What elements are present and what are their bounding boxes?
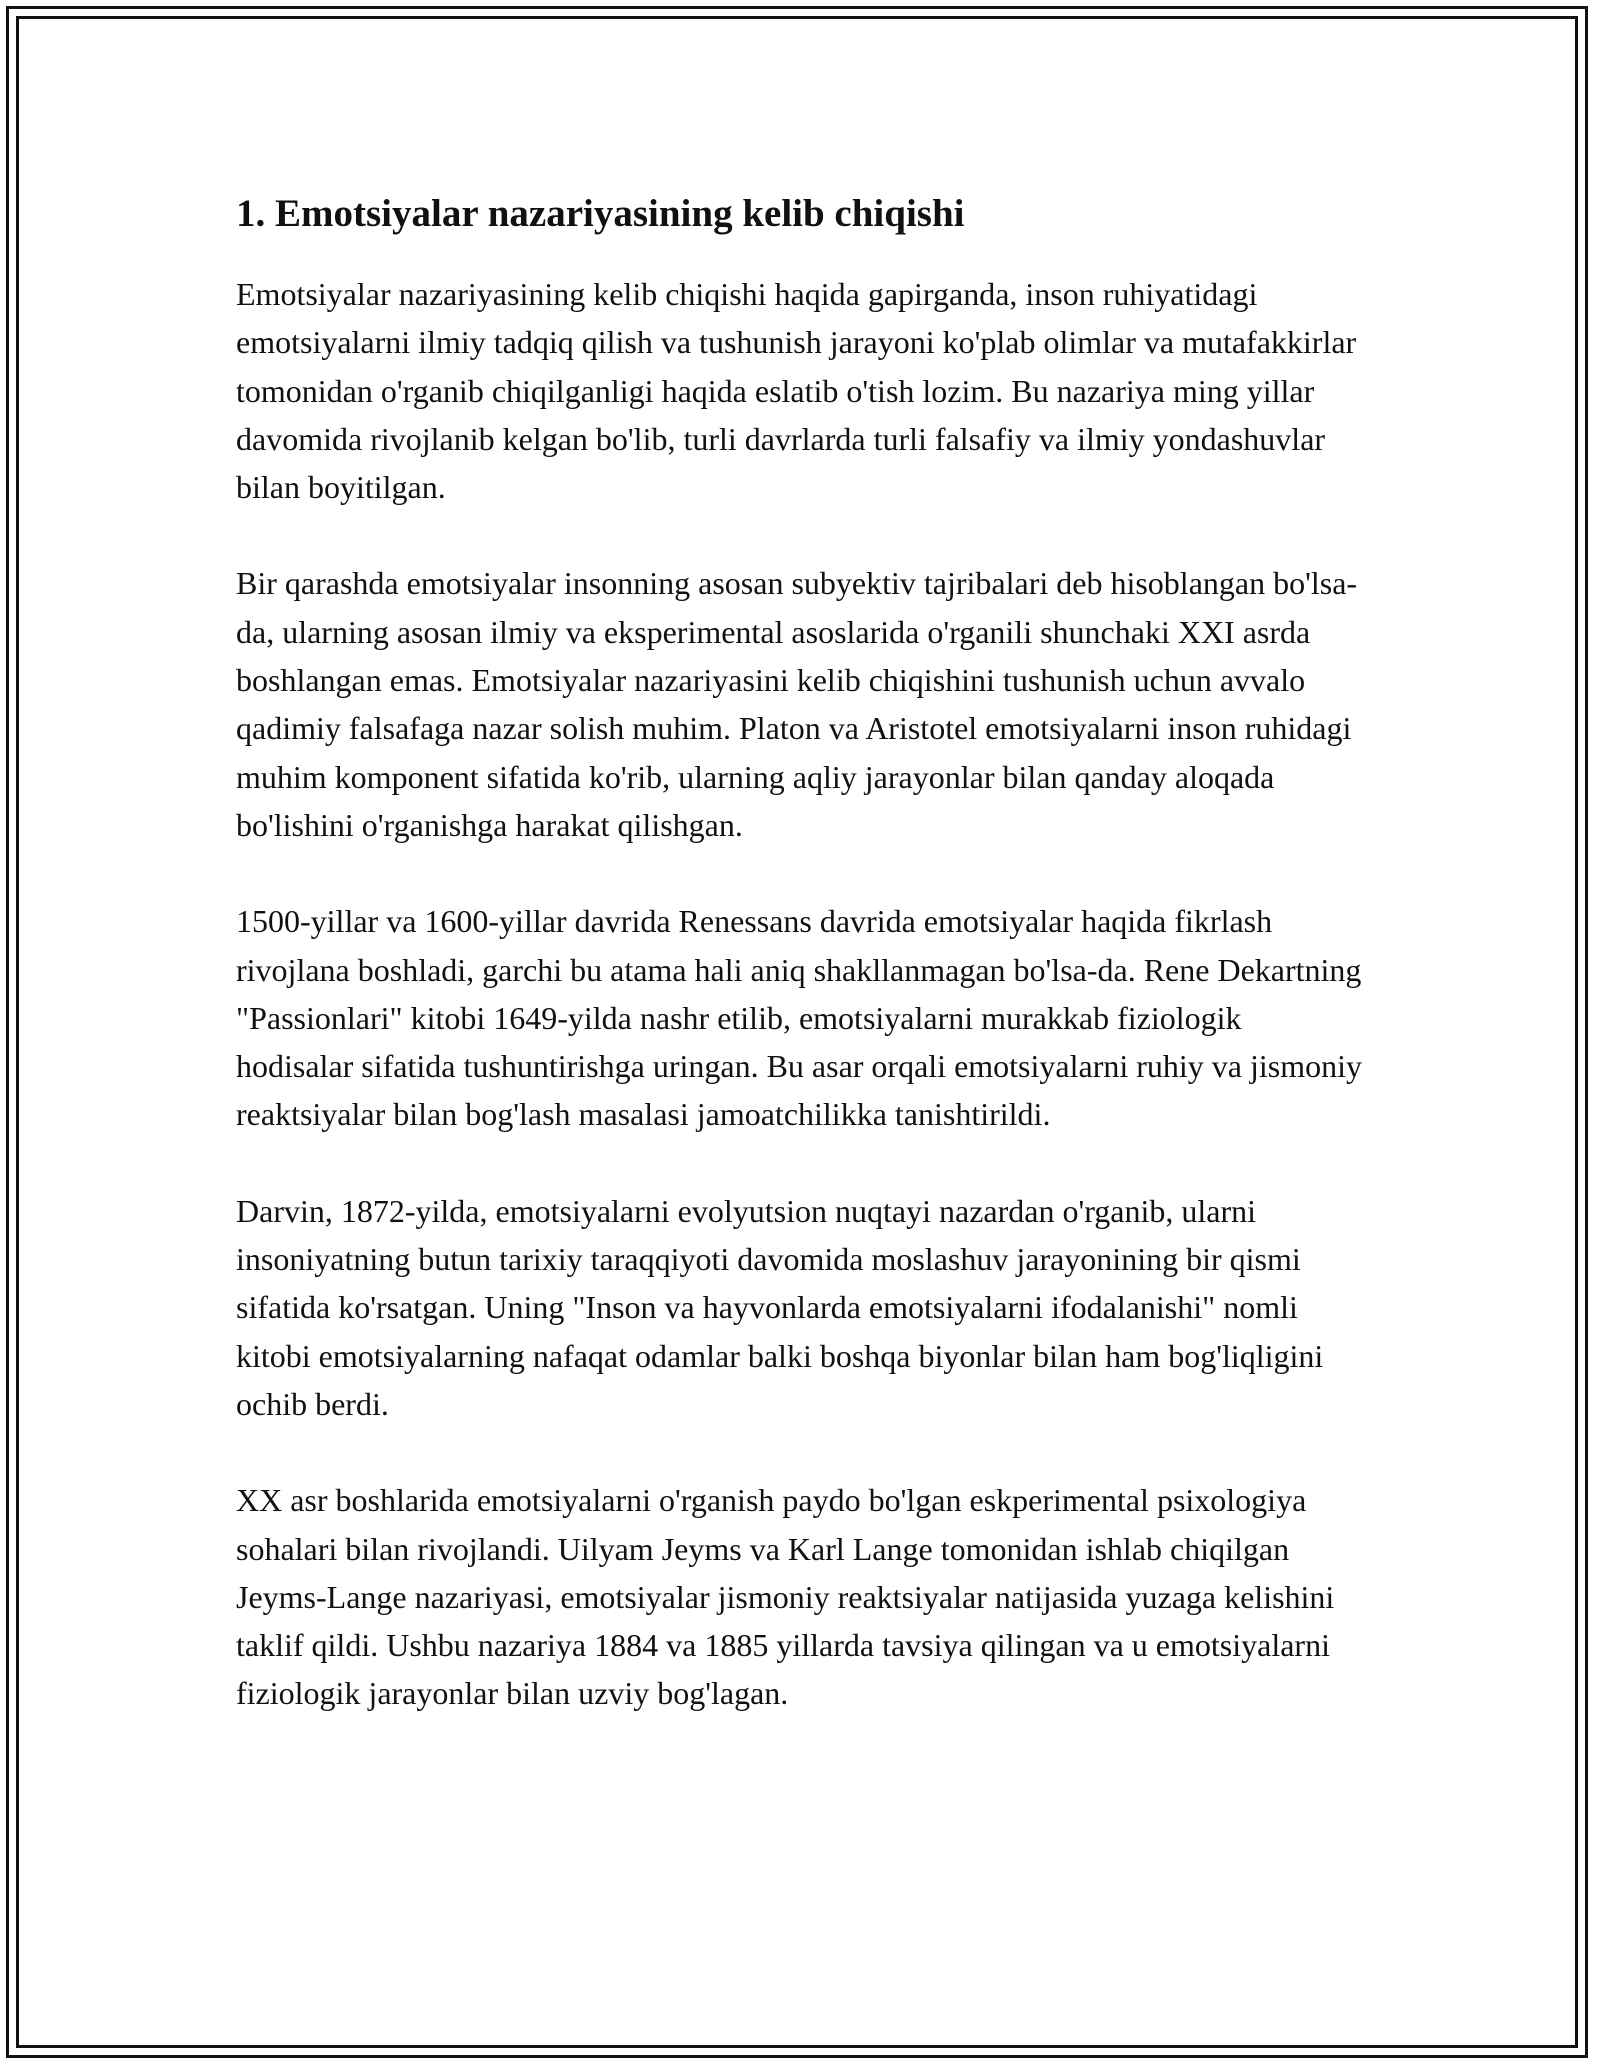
paragraph-1: Emotsiyalar nazariyasining kelib chiqishi haqida gapirganda, inson ruhiyatidagi emotsiyalarni ilmiy tadqiq qilish va tushunish jarayoni ko'plab olimlar va mutafakkirlar tomonidan o'rganib chiqilganligi haqida eslatib o'tish lozim. Bu nazariya ming yillar davomida rivojlanib kelgan bo'lib, turli davrlarda turli falsafiy va ilmiy yondashuvlar bilan boyitilgan. — [236, 276, 1357, 506]
paragraph-2: Bir qarashda emotsiyalar insonning asosan subyektiv tajribalari deb hisoblangan bo'lsa-da, ularning asosan ilmiy va eksperimental asoslarida o'rganili shunchaki XXI asrda boshlangan emas. Emotsiyalar nazariyasini kelib chiqishini tushunish uchun avvalo qadimiy falsafaga nazar solish muhim. Platon va Aristotel emotsiyalarni inson ruhidagi muhim komponent sifatida ko'rib, ularning aqliy jarayonlar bilan qanday aloqada bo'lishini o'rganishga harakat qilishgan. — [236, 565, 1358, 843]
paragraph-5: XX asr boshlarida emotsiyalarni o'rganish paydo bo'lgan eskperimental psixologiya sohalari bilan rivojlandi. Uilyam Jeyms va Karl Lange tomonidan ishlab chiqilgan Jeyms-Lange nazariyasi, emotsiyalar jismoniy reaktsiyalar natijasida yuzaga kelishini taklif qildi. Ushbu nazariya 1884 va 1885 yillarda tavsiya qilingan va u emotsiyalarni fiziologik jarayonlar bilan uzviy bog'lagan. — [236, 1482, 1335, 1712]
paragraph-4: Darvin, 1872-yilda, emotsiyalarni evolyutsion nuqtayi nazardan o'rganib, ularni insoniyatning butun tarixiy taraqqiyoti davomida moslashuv jarayonining bir qismi sifatida ko'rsatgan. Uning "Inson va hayvonlarda emotsiyalarni ifodalanishi" nomli kitobi emotsiyalarning nafaqat odamlar balki boshqa biyonlar bilan ham bog'liqligini ochib berdi. — [236, 1192, 1324, 1422]
document-title: 1. Emotsiyalar nazariyasining kelib chiqishi — [236, 192, 965, 235]
document-body — [236, 188, 1366, 1718]
paragraph-3: 1500-yillar va 1600-yillar davrida Renessans davrida emotsiyalar haqida fikrlash rivojlana boshladi, garchi bu atama hali aniq shakllanmagan bo'lsa-da. Rene Dekartning "Passionlari" kitobi 1649-yilda nashr etilib, emotsiyalarni murakkab fiziologik hodisalar sifatida tushuntirishga uringan. Bu asar orqali emotsiyalarni ruhiy va jismoniy reaktsiyalar bilan bog'lash masalasi jamoatchilikka tanishtirildi. — [236, 903, 1362, 1133]
